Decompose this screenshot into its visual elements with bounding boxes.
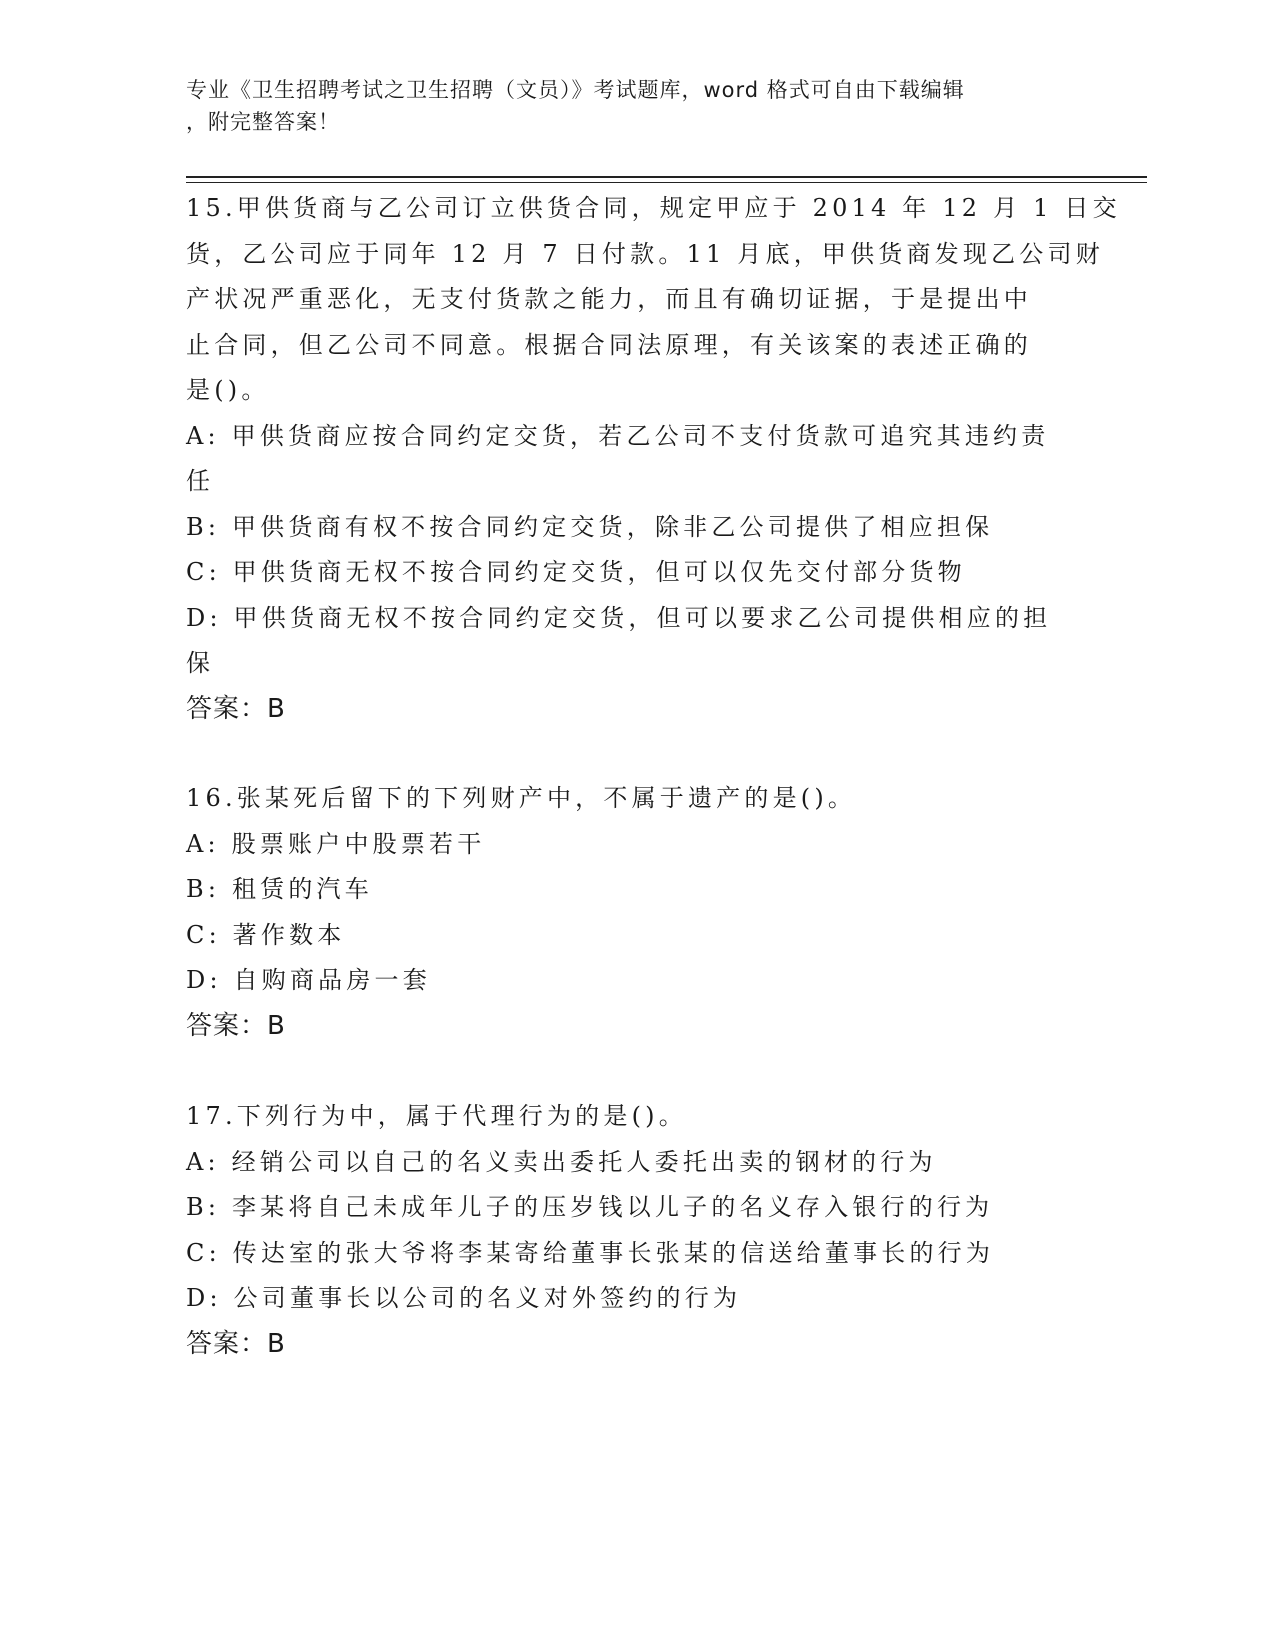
answer-line: 答案：B [186, 1328, 286, 1359]
question-15 [186, 186, 1121, 732]
option-d: D: 自购商品房一套 [186, 966, 431, 994]
question-stem-line: 15.甲供货商与乙公司订立供货合同，规定甲应于 2014 年 12 月 1 日交 [186, 194, 1121, 222]
header-divider [186, 176, 1147, 178]
question-stem-line: 货，乙公司应于同年 12 月 7 日付款。11 月底，甲供货商发现乙公司财 [186, 239, 1104, 268]
answer-line: 答案：B [186, 1010, 286, 1041]
question-stem-line: 是()。 [186, 376, 270, 404]
option-c: C: 甲供货商无权不按合同约定交货，但可以仅先交付部分货物 [186, 558, 966, 586]
question-stem-line: 产状况严重恶化，无支付货款之能力，而且有确切证据，于是提出中 [186, 285, 1032, 313]
question-16 [186, 776, 1066, 1049]
answer-line: 答案：B [186, 693, 286, 724]
option-c: C: 传达室的张大爷将李某寄给董事长张某的信送给董事长的行为 [186, 1238, 995, 1267]
header-line: ，附完整答案！ [186, 110, 340, 134]
header-line: 专业《卫生招聘考试之卫生招聘（文员）》考试题库，word 格式可自由下载编辑 [186, 78, 965, 102]
document-header [186, 74, 1066, 138]
option-b: B: 李某将自己未成年儿子的压岁钱以儿子的名义存入银行的行为 [186, 1193, 994, 1221]
option-a: A: 经销公司以自己的名义卖出委托人委托出卖的钢材的行为 [186, 1147, 937, 1176]
question-17 [186, 1094, 1066, 1367]
option-a-continued: 任 [186, 467, 215, 495]
option-d: D: 甲供货商无权不按合同约定交货，但可以要求乙公司提供相应的担 [186, 603, 1052, 632]
option-d-continued: 保 [186, 649, 215, 677]
question-stem-line: 16.张某死后留下的下列财产中，不属于遗产的是()。 [186, 784, 857, 812]
option-c: C: 著作数本 [186, 920, 346, 949]
option-b: B: 租赁的汽车 [186, 875, 373, 903]
option-a: A: 股票账户中股票若干 [186, 829, 486, 858]
question-stem-line: 17.下列行为中，属于代理行为的是()。 [186, 1102, 687, 1130]
option-d: D: 公司董事长以公司的名义对外签约的行为 [186, 1284, 742, 1312]
question-stem-line: 止合同，但乙公司不同意。根据合同法原理，有关该案的表述正确的 [186, 330, 1032, 359]
header-divider-thin [186, 182, 1147, 183]
option-a: A: 甲供货商应按合同约定交货，若乙公司不支付货款可追究其违约责 [186, 421, 1050, 450]
option-b: B: 甲供货商有权不按合同约定交货，除非乙公司提供了相应担保 [186, 512, 994, 541]
